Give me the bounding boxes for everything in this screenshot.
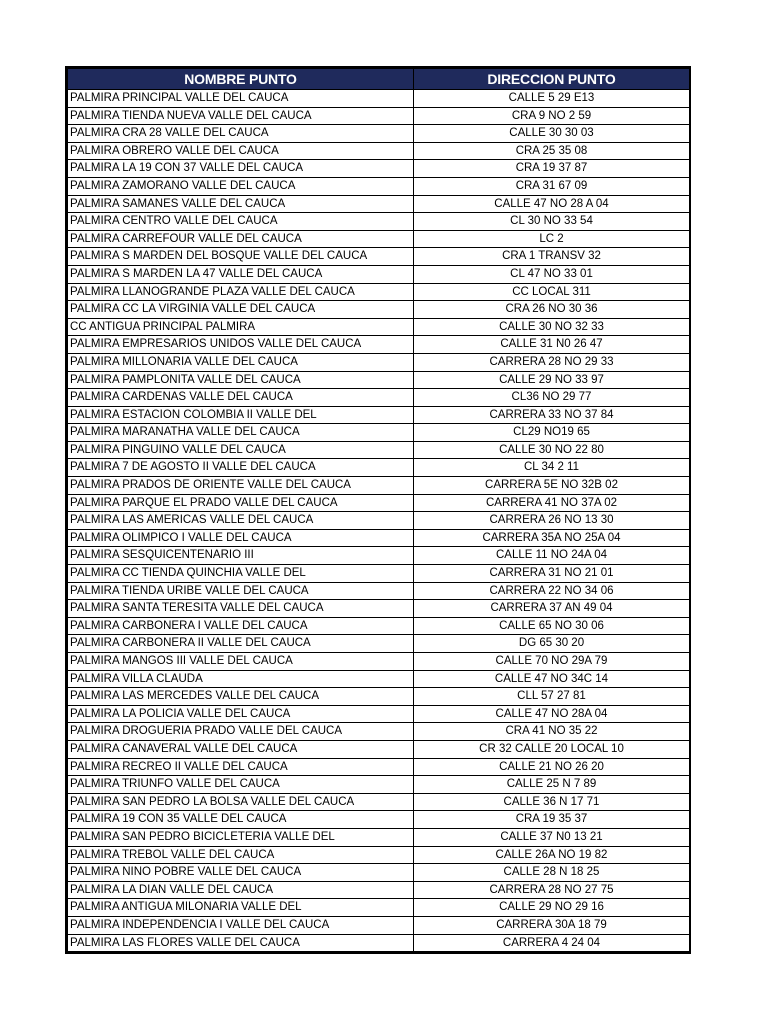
nombre-punto-cell: PALMIRA TIENDA NUEVA VALLE DEL CAUCA: [68, 107, 414, 125]
direccion-punto-cell: CALLE 31 N0 26 47: [414, 336, 690, 354]
nombre-punto-cell: PALMIRA TIENDA URIBE VALLE DEL CAUCA: [68, 582, 414, 600]
table-row: [68, 142, 690, 160]
nombre-punto-cell: PALMIRA S MARDEN LA 47 VALLE DEL CAUCA: [68, 265, 414, 283]
table-row: [68, 793, 690, 811]
table-row: [68, 265, 690, 283]
direccion-punto-cell: CALLE 30 30 03: [414, 125, 690, 143]
nombre-punto-cell: PALMIRA LLANOGRANDE PLAZA VALLE DEL CAUCA: [68, 283, 414, 301]
header-nombre-punto: NOMBRE PUNTO: [68, 69, 414, 90]
table-row: [68, 248, 690, 266]
direccion-punto-cell: CL 34 2 11: [414, 459, 690, 477]
nombre-punto-cell: PALMIRA LAS AMERICAS VALLE DEL CAUCA: [68, 512, 414, 530]
direccion-punto-cell: CARRERA 31 NO 21 01: [414, 565, 690, 583]
table-row: [68, 441, 690, 459]
nombre-punto-cell: PALMIRA SESQUICENTENARIO III: [68, 547, 414, 565]
direccion-punto-cell: CRA 26 NO 30 36: [414, 301, 690, 319]
direccion-punto-cell: CALLE 37 N0 13 21: [414, 828, 690, 846]
nombre-punto-cell: PALMIRA CC LA VIRGINIA VALLE DEL CAUCA: [68, 301, 414, 319]
table-row: [68, 107, 690, 125]
direccion-punto-cell: CARRERA 37 AN 49 04: [414, 600, 690, 618]
direccion-punto-cell: CALLE 47 NO 28A 04: [414, 705, 690, 723]
direccion-punto-cell: CRA 19 37 87: [414, 160, 690, 178]
table-row: [68, 459, 690, 477]
nombre-punto-cell: PALMIRA TRIUNFO VALLE DEL CAUCA: [68, 776, 414, 794]
direccion-punto-cell: CALLE 26A NO 19 82: [414, 846, 690, 864]
table-row: [68, 389, 690, 407]
nombre-punto-cell: PALMIRA INDEPENDENCIA I VALLE DEL CAUCA: [68, 916, 414, 934]
nombre-punto-cell: PALMIRA ESTACION COLOMBIA II VALLE DEL: [68, 406, 414, 424]
direccion-punto-cell: CALLE 29 NO 33 97: [414, 371, 690, 389]
nombre-punto-cell: PALMIRA LAS MERCEDES VALLE DEL CAUCA: [68, 688, 414, 706]
direccion-punto-cell: CC LOCAL 311: [414, 283, 690, 301]
table-row: [68, 494, 690, 512]
direccion-punto-cell: CRA 9 NO 2 59: [414, 107, 690, 125]
nombre-punto-cell: PALMIRA LA 19 CON 37 VALLE DEL CAUCA: [68, 160, 414, 178]
table-row: [68, 705, 690, 723]
direccion-punto-cell: CARRERA 41 NO 37A 02: [414, 494, 690, 512]
table-row: [68, 283, 690, 301]
table-row: [68, 740, 690, 758]
table-row: [68, 600, 690, 618]
table-row: [68, 547, 690, 565]
points-table-container: [65, 66, 691, 954]
nombre-punto-cell: PALMIRA SANTA TERESITA VALLE DEL CAUCA: [68, 600, 414, 618]
direccion-punto-cell: CARRERA 28 NO 27 75: [414, 881, 690, 899]
direccion-punto-cell: CARRERA 22 NO 34 06: [414, 582, 690, 600]
table-row: [68, 125, 690, 143]
direccion-punto-cell: CALLE 47 NO 28 A 04: [414, 195, 690, 213]
table-row: [68, 688, 690, 706]
nombre-punto-cell: PALMIRA PAMPLONITA VALLE DEL CAUCA: [68, 371, 414, 389]
nombre-punto-cell: PALMIRA DROGUERIA PRADO VALLE DEL CAUCA: [68, 723, 414, 741]
table-row: [68, 477, 690, 495]
nombre-punto-cell: PALMIRA CENTRO VALLE DEL CAUCA: [68, 213, 414, 231]
direccion-punto-cell: CALLE 30 NO 22 80: [414, 441, 690, 459]
table-row: [68, 916, 690, 934]
table-row: [68, 424, 690, 442]
table-row: [68, 301, 690, 319]
table-row: [68, 828, 690, 846]
table-row: [68, 776, 690, 794]
nombre-punto-cell: PALMIRA MARANATHA VALLE DEL CAUCA: [68, 424, 414, 442]
table-row: [68, 336, 690, 354]
table-row: [68, 934, 690, 952]
nombre-punto-cell: PALMIRA S MARDEN DEL BOSQUE VALLE DEL CAUCA: [68, 248, 414, 266]
points-table: [67, 68, 690, 952]
nombre-punto-cell: PALMIRA EMPRESARIOS UNIDOS VALLE DEL CAUCA: [68, 336, 414, 354]
direccion-punto-cell: CALLE 30 NO 32 33: [414, 318, 690, 336]
table-row: [68, 864, 690, 882]
table-row: [68, 653, 690, 671]
table-row: [68, 512, 690, 530]
nombre-punto-cell: PALMIRA RECREO II VALLE DEL CAUCA: [68, 758, 414, 776]
table-row: [68, 371, 690, 389]
direccion-punto-cell: CRA 31 67 09: [414, 177, 690, 195]
table-row: [68, 635, 690, 653]
nombre-punto-cell: PALMIRA CARREFOUR VALLE DEL CAUCA: [68, 230, 414, 248]
table-row: [68, 529, 690, 547]
table-row: [68, 617, 690, 635]
nombre-punto-cell: PALMIRA ANTIGUA MILONARIA VALLE DEL: [68, 899, 414, 917]
nombre-punto-cell: PALMIRA LA DIAN VALLE DEL CAUCA: [68, 881, 414, 899]
nombre-punto-cell: PALMIRA 19 CON 35 VALLE DEL CAUCA: [68, 811, 414, 829]
table-row: [68, 758, 690, 776]
direccion-punto-cell: CL 47 NO 33 01: [414, 265, 690, 283]
direccion-punto-cell: CALLE 11 NO 24A 04: [414, 547, 690, 565]
direccion-punto-cell: LC 2: [414, 230, 690, 248]
direccion-punto-cell: CALLE 65 NO 30 06: [414, 617, 690, 635]
nombre-punto-cell: PALMIRA 7 DE AGOSTO II VALLE DEL CAUCA: [68, 459, 414, 477]
nombre-punto-cell: PALMIRA PINGUINO VALLE DEL CAUCA: [68, 441, 414, 459]
nombre-punto-cell: PALMIRA TREBOL VALLE DEL CAUCA: [68, 846, 414, 864]
direccion-punto-cell: CRA 25 35 08: [414, 142, 690, 160]
nombre-punto-cell: PALMIRA LAS FLORES VALLE DEL CAUCA: [68, 934, 414, 952]
direccion-punto-cell: CR 32 CALLE 20 LOCAL 10: [414, 740, 690, 758]
direccion-punto-cell: CRA 19 35 37: [414, 811, 690, 829]
direccion-punto-cell: CARRERA 4 24 04: [414, 934, 690, 952]
direccion-punto-cell: CALLE 28 N 18 25: [414, 864, 690, 882]
table-row: [68, 899, 690, 917]
nombre-punto-cell: PALMIRA SAMANES VALLE DEL CAUCA: [68, 195, 414, 213]
nombre-punto-cell: PALMIRA MILLONARIA VALLE DEL CAUCA: [68, 353, 414, 371]
nombre-punto-cell: PALMIRA CANAVERAL VALLE DEL CAUCA: [68, 740, 414, 758]
header-direccion-punto: DIRECCION PUNTO: [414, 69, 690, 90]
direccion-punto-cell: CARRERA 30A 18 79: [414, 916, 690, 934]
nombre-punto-cell: PALMIRA CARDENAS VALLE DEL CAUCA: [68, 389, 414, 407]
direccion-punto-cell: CLL 57 27 81: [414, 688, 690, 706]
nombre-punto-cell: PALMIRA OBRERO VALLE DEL CAUCA: [68, 142, 414, 160]
table-row: [68, 723, 690, 741]
direccion-punto-cell: CARRERA 28 NO 29 33: [414, 353, 690, 371]
direccion-punto-cell: DG 65 30 20: [414, 635, 690, 653]
table-row: [68, 318, 690, 336]
table-row: [68, 881, 690, 899]
table-row: [68, 230, 690, 248]
table-row: [68, 811, 690, 829]
nombre-punto-cell: PALMIRA LA POLICIA VALLE DEL CAUCA: [68, 705, 414, 723]
direccion-punto-cell: CALLE 36 N 17 71: [414, 793, 690, 811]
nombre-punto-cell: PALMIRA CRA 28 VALLE DEL CAUCA: [68, 125, 414, 143]
nombre-punto-cell: PALMIRA PRINCIPAL VALLE DEL CAUCA: [68, 90, 414, 108]
nombre-punto-cell: PALMIRA SAN PEDRO BICICLETERIA VALLE DEL: [68, 828, 414, 846]
direccion-punto-cell: CALLE 25 N 7 89: [414, 776, 690, 794]
direccion-punto-cell: CALLE 21 NO 26 20: [414, 758, 690, 776]
direccion-punto-cell: CARRERA 35A NO 25A 04: [414, 529, 690, 547]
table-row: [68, 670, 690, 688]
nombre-punto-cell: PALMIRA SAN PEDRO LA BOLSA VALLE DEL CAUCA: [68, 793, 414, 811]
table-row: [68, 90, 690, 108]
nombre-punto-cell: PALMIRA CARBONERA II VALLE DEL CAUCA: [68, 635, 414, 653]
direccion-punto-cell: CL36 NO 29 77: [414, 389, 690, 407]
nombre-punto-cell: PALMIRA PRADOS DE ORIENTE VALLE DEL CAUCA: [68, 477, 414, 495]
direccion-punto-cell: CL 30 NO 33 54: [414, 213, 690, 231]
table-row: [68, 406, 690, 424]
table-row: [68, 195, 690, 213]
nombre-punto-cell: PALMIRA CC TIENDA QUINCHIA VALLE DEL: [68, 565, 414, 583]
nombre-punto-cell: PALMIRA NINO POBRE VALLE DEL CAUCA: [68, 864, 414, 882]
direccion-punto-cell: CALLE 47 NO 34C 14: [414, 670, 690, 688]
table-row: [68, 160, 690, 178]
table-row: [68, 213, 690, 231]
nombre-punto-cell: PALMIRA CARBONERA I VALLE DEL CAUCA: [68, 617, 414, 635]
table-row: [68, 353, 690, 371]
direccion-punto-cell: CARRERA 33 NO 37 84: [414, 406, 690, 424]
table-row: [68, 177, 690, 195]
direccion-punto-cell: CARRERA 26 NO 13 30: [414, 512, 690, 530]
direccion-punto-cell: CALLE 29 NO 29 16: [414, 899, 690, 917]
table-row: [68, 582, 690, 600]
direccion-punto-cell: CL29 NO19 65: [414, 424, 690, 442]
direccion-punto-cell: CALLE 5 29 E13: [414, 90, 690, 108]
header-row: [68, 69, 690, 90]
nombre-punto-cell: CC ANTIGUA PRINCIPAL PALMIRA: [68, 318, 414, 336]
direccion-punto-cell: CARRERA 5E NO 32B 02: [414, 477, 690, 495]
nombre-punto-cell: PALMIRA PARQUE EL PRADO VALLE DEL CAUCA: [68, 494, 414, 512]
direccion-punto-cell: CRA 1 TRANSV 32: [414, 248, 690, 266]
direccion-punto-cell: CRA 41 NO 35 22: [414, 723, 690, 741]
table-row: [68, 565, 690, 583]
table-row: [68, 846, 690, 864]
direccion-punto-cell: CALLE 70 NO 29A 79: [414, 653, 690, 671]
nombre-punto-cell: PALMIRA ZAMORANO VALLE DEL CAUCA: [68, 177, 414, 195]
nombre-punto-cell: PALMIRA OLIMPICO I VALLE DEL CAUCA: [68, 529, 414, 547]
nombre-punto-cell: PALMIRA VILLA CLAUDA: [68, 670, 414, 688]
nombre-punto-cell: PALMIRA MANGOS III VALLE DEL CAUCA: [68, 653, 414, 671]
